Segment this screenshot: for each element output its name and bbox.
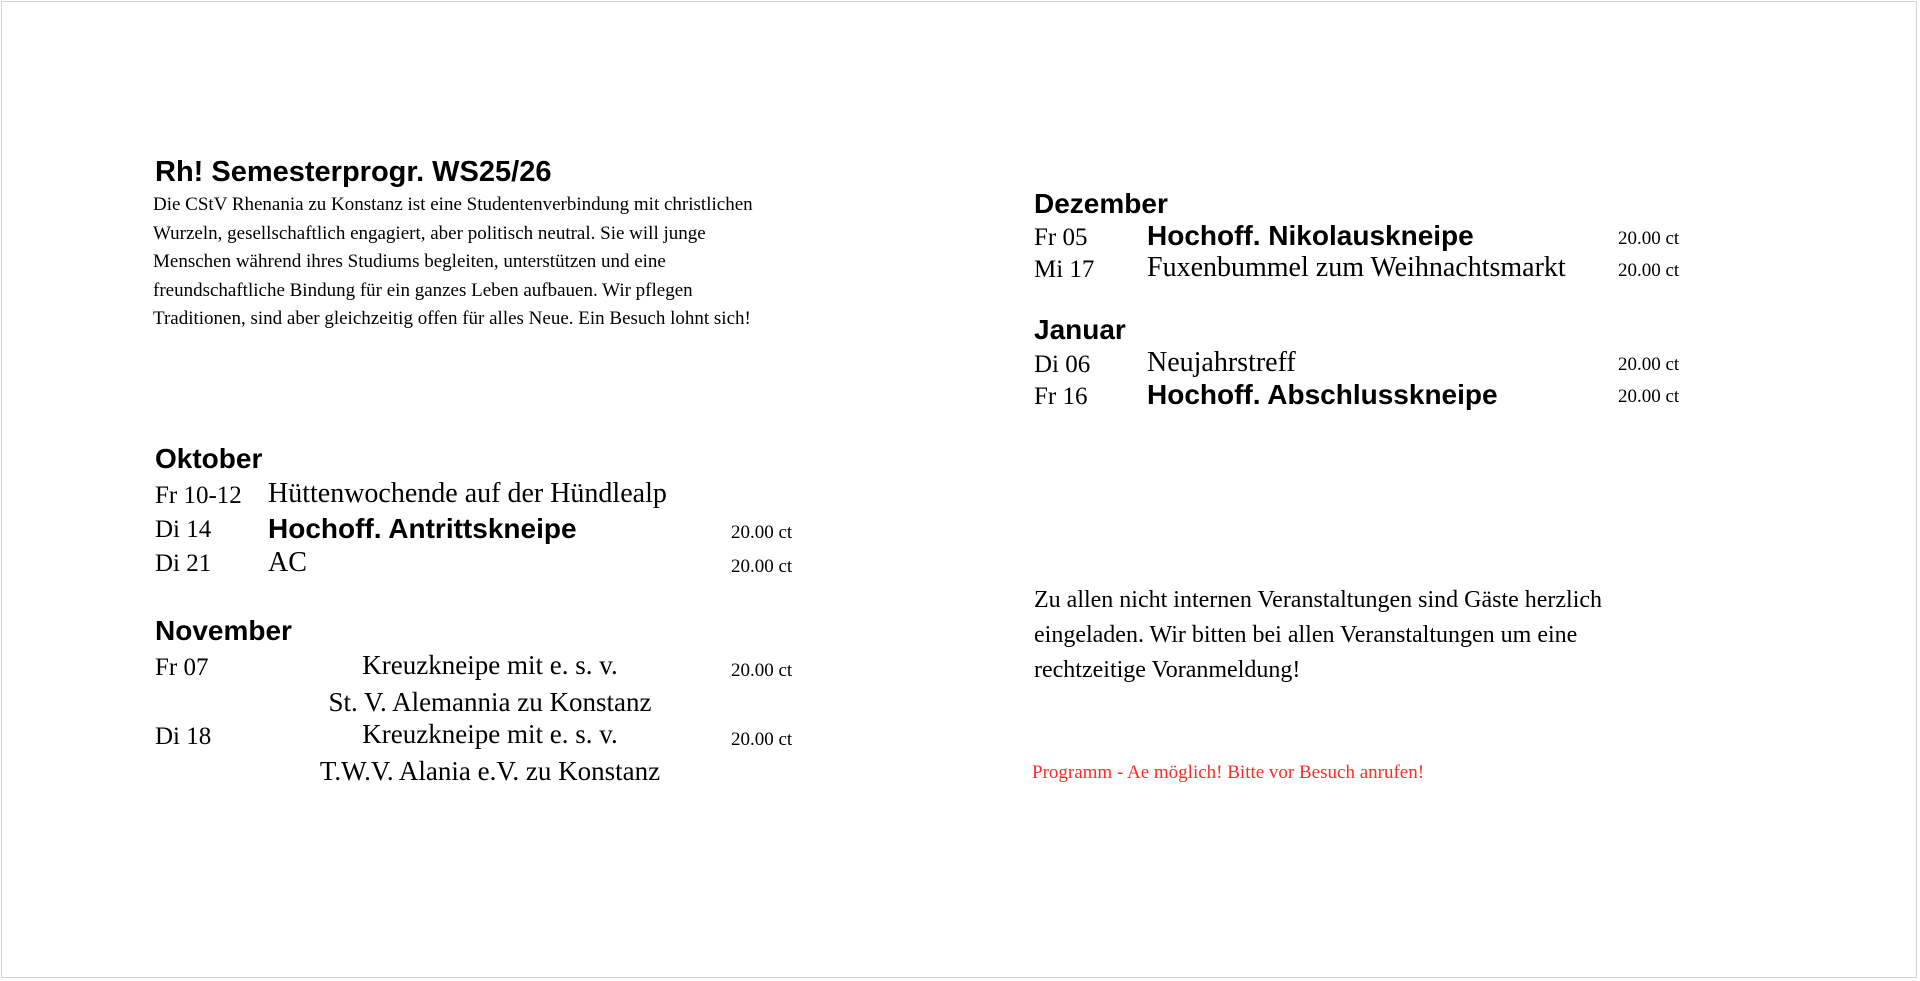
event-date: Di 21: [155, 550, 212, 577]
guest-invitation-text: Zu allen nicht internen Veranstaltungen sind Gäste herzlich eingeladen. Wir bitten bei allen Veranstaltungen um eine rechtzeitige Voranmeldung!: [1034, 587, 1603, 683]
month-heading-dezember: Dezember: [1034, 188, 1168, 219]
event-price: 20.00 ct: [731, 522, 793, 543]
event-title: Hochoff. Nikolauskneipe: [1147, 220, 1474, 251]
event-date: Di 06: [1034, 351, 1091, 378]
event-title: Hochoff. Antrittskneipe: [268, 513, 577, 544]
event-subtitle: St. V. Alemannia zu Konstanz: [328, 687, 652, 717]
event-price: 20.00 ct: [731, 729, 793, 750]
event-title: Kreuzkneipe mit e. s. v.: [362, 719, 618, 749]
event-price: 20.00 ct: [1618, 260, 1680, 281]
event-price: 20.00 ct: [731, 556, 793, 577]
event-date: Fr 16: [1034, 383, 1088, 410]
event-price: 20.00 ct: [1618, 354, 1680, 375]
event-title: Fuxenbummel zum Weihnachtsmarkt: [1147, 252, 1566, 283]
event-price: 20.00 ct: [731, 660, 793, 681]
event-title: Hüttenwochende auf der Hündlealp: [268, 478, 667, 509]
event-subtitle: T.W.V. Alania e.V. zu Konstanz: [319, 756, 661, 786]
event-date: Di 18: [155, 723, 212, 750]
event-title: Hochoff. Abschlusskneipe: [1147, 379, 1498, 410]
event-title: Neujahrstreff: [1147, 347, 1296, 378]
program-notice: Programm - Ae möglich! Bitte vor Besuch anrufen!: [1032, 762, 1425, 783]
intro-text: Die CStV Rhenania zu Konstanz ist eine Studentenverbindung mit christlichen Wurzeln, gesellschaftlich engagiert, aber politisch neutral. Sie will junge Menschen während ihres Studiums begleiten, unterstützen und eine freundschaftliche Bindung für ein ganzes Leben aufbauen. Wir pflegen Traditionen, sind aber gleichzeitig offen für alles Neue. Ein Besuch lohnt sich!: [153, 194, 753, 330]
month-heading-januar: Januar: [1034, 314, 1126, 345]
event-date: Fr 07: [155, 654, 209, 681]
event-title: Kreuzkneipe mit e. s. v.: [362, 650, 618, 680]
event-price: 20.00 ct: [1618, 386, 1680, 407]
event-title: AC: [268, 547, 307, 578]
event-date: Di 14: [155, 516, 212, 543]
event-price: 20.00 ct: [1618, 228, 1680, 249]
event-date: Mi 17: [1034, 256, 1095, 283]
event-date: Fr 10-12: [155, 482, 242, 509]
month-heading-november: November: [155, 615, 292, 646]
month-heading-oktober: Oktober: [155, 443, 263, 474]
page-title: Rh! Semesterprogr. WS25/26: [155, 156, 552, 188]
event-date: Fr 05: [1034, 224, 1088, 251]
